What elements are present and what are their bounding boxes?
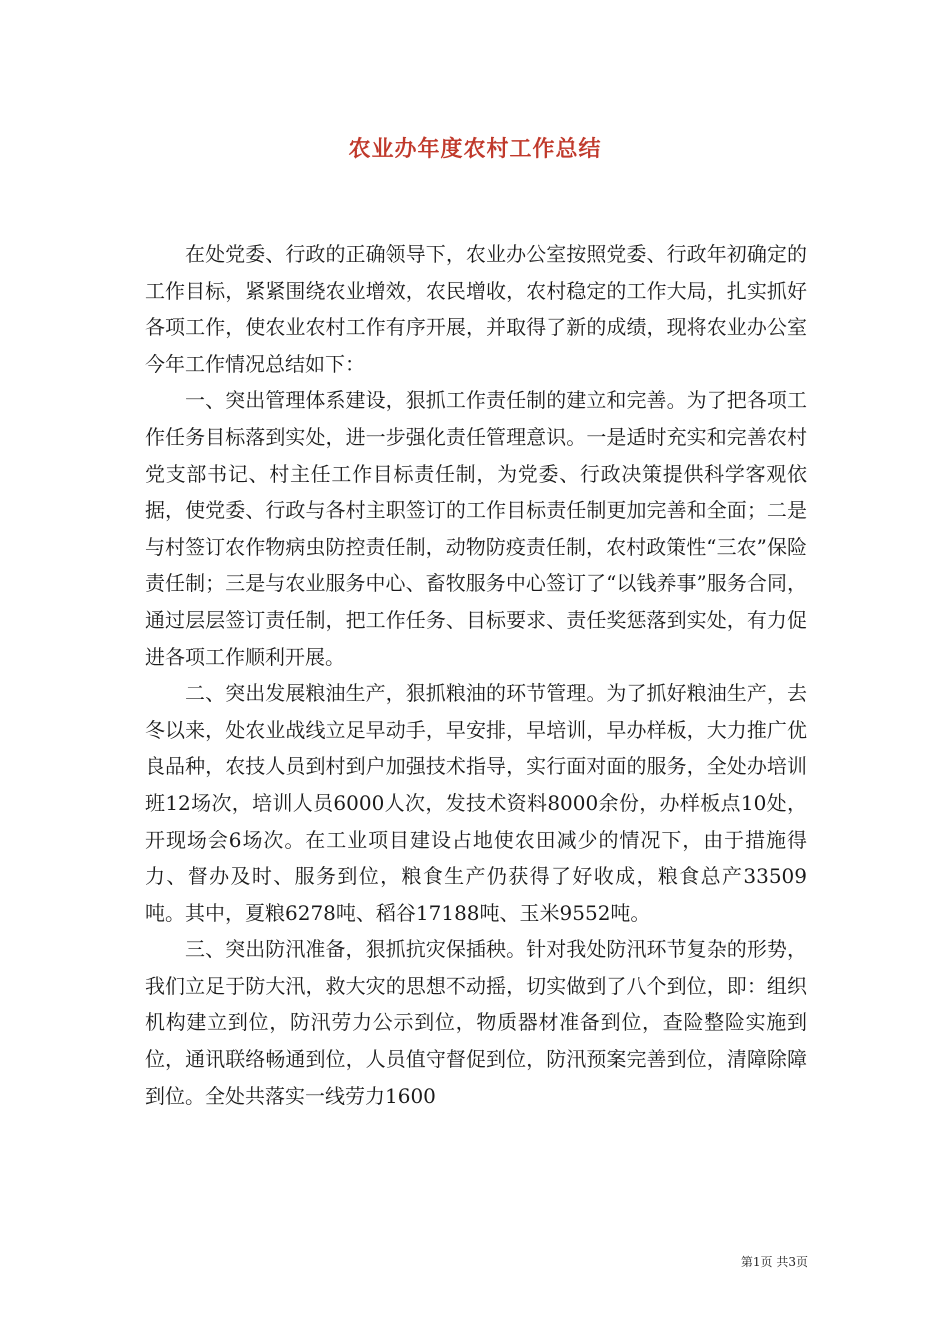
document-title: 农业办年度农村工作总结 bbox=[348, 136, 602, 162]
paragraph-intro: 在处党委、行政的正确领导下，农业办公室按照党委、行政年初确定的工作目标，紧紧围绕农业增效，农民增收，农村稳定的工作大局，扎实抓好各项工作，使农业农村工作有序开展，并取得了新的成绩，现将农业办公室今年工作情况总结如下： bbox=[145, 242, 807, 376]
paragraph-section-1: 一、突出管理体系建设，狠抓工作责任制的建立和完善。为了把各项工作任务目标落到实处，进一步强化责任管理意识。一是适时充实和完善农村党支部书记、村主任工作目标责任制，为党委、行政决策提供科学客观依据，使党委、行政与各村主职签订的工作目标责任制更加完善和全面；二是与村签订农作物病虫防控责任制，动物防疫责任制，农村政策性“三农”保险责任制；三是与农业服务中心、畜牧服务中心签订了“以钱养事”服务合同，通过层层签订责任制，把工作任务、目标要求、责任奖惩落到实处，有力促进各项工作顺利开展。 bbox=[145, 388, 807, 669]
paragraph-section-3: 三、突出防汛准备，狠抓抗灾保插秧。针对我处防汛环节复杂的形势，我们立足于防大汛，救大灾的思想不动摇，切实做到了八个到位，即：组织机构建立到位，防汛劳力公示到位，物质器材准备到位，查险整险实施到位，通讯联络畅通到位，人员值守督促到位，防汛预案完善到位，清障除障到位。全处共落实一线劳力1600 bbox=[145, 937, 807, 1108]
page-number-footer: 第1页 共3页 bbox=[740, 1255, 808, 1269]
paragraph-section-2: 二、突出发展粮油生产，狠抓粮油的环节管理。为了抓好粮油生产，去冬以来，处农业战线立足早动手，早安排，早培训，早办样板，大力推广优良品种，农技人员到村到户加强技术指导，实行面对面的服务，全处办培训班12场次，培训人员6000人次，发技术资料8000余份，办样板点10处，开现场会6场次。在工业项目建设占地使农田减少的情况下，由于措施得力、督办及时、服务到位，粮食生产仍获得了好收成，粮食总产33509吨。其中，夏粮6278吨、稻谷17188吨、玉米9552吨。 bbox=[145, 681, 807, 925]
document-body bbox=[145, 236, 807, 1114]
